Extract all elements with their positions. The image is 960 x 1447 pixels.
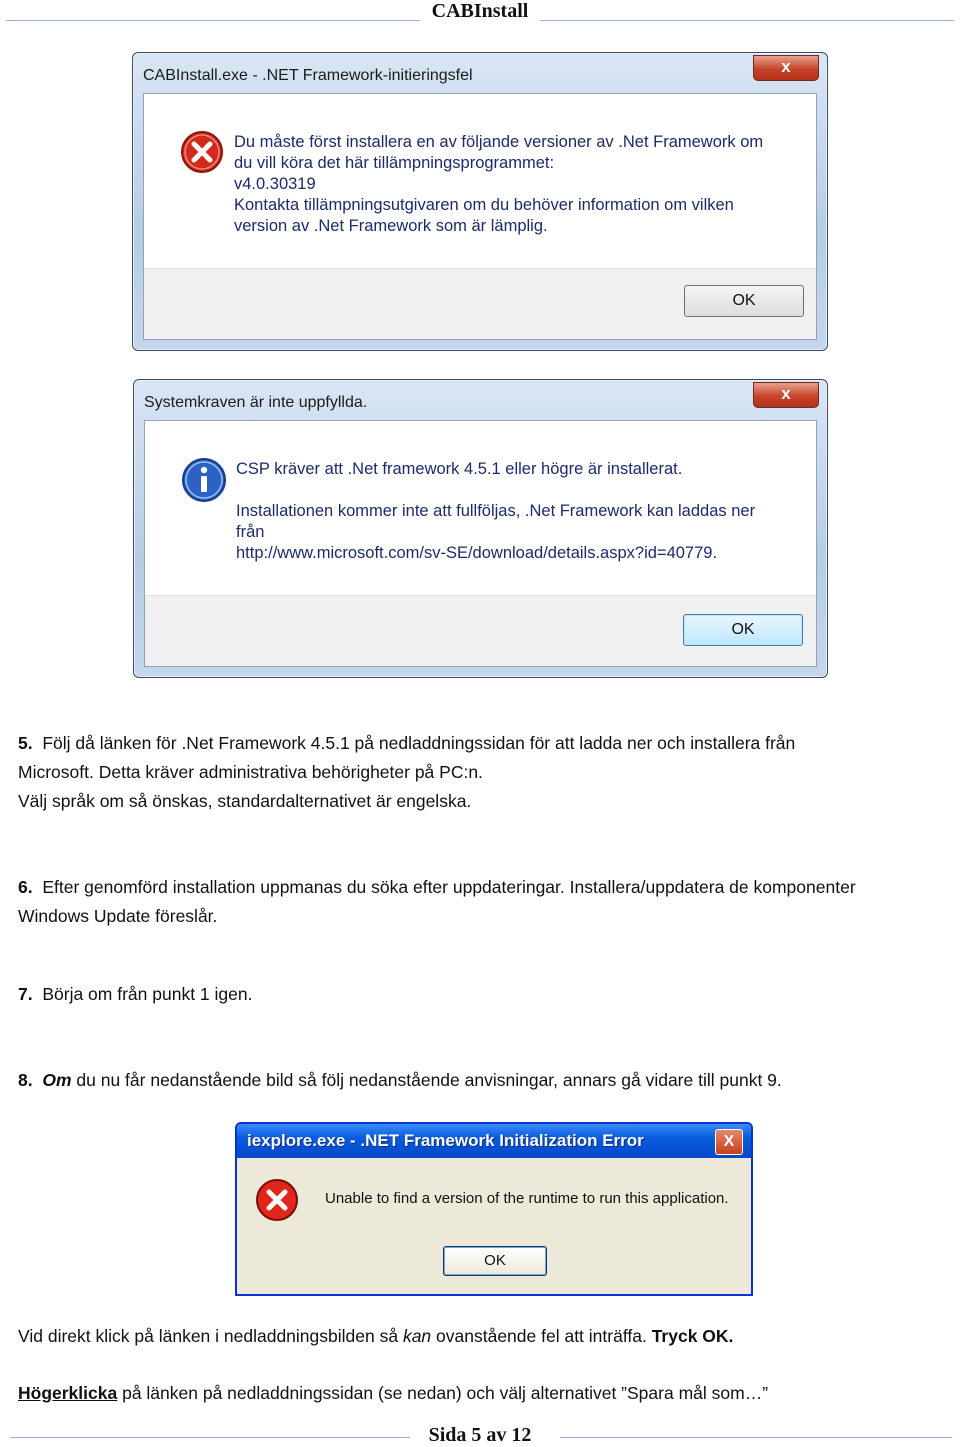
dialog-iexplore-init-error <box>235 1122 753 1296</box>
error-icon <box>255 1178 299 1222</box>
step-8-number: 8. <box>18 1070 33 1090</box>
page-footer <box>0 1422 960 1447</box>
step-6-number: 6. <box>18 877 33 897</box>
step-6-line: Windows Update föreslår. <box>18 906 218 926</box>
dialog2-title: Systemkraven är inte uppfyllda. <box>144 394 368 411</box>
dialog2-line: från <box>236 523 265 541</box>
step-7-number: 7. <box>18 984 33 1004</box>
dialog2-link[interactable]: http://www.microsoft.com/sv-SE/download/details.aspx?id=40779. <box>236 544 718 562</box>
note-right-click <box>18 1379 768 1408</box>
dialog1-line: Du måste först installera en av följande versioner av .Net Framework om <box>234 133 764 151</box>
dialog1-line: version av .Net Framework som är lämplig. <box>234 217 548 235</box>
info-icon <box>181 457 227 503</box>
dialog3-message: Unable to find a version of the runtime to run this application. <box>325 1190 729 1207</box>
dialog1-line: du vill köra det här tillämpningsprogrammet: <box>234 154 555 172</box>
note1-pre: Vid direkt klick på länken i nedladdningsbilden så <box>18 1326 399 1346</box>
page-header <box>0 0 960 26</box>
dialog-system-requirements <box>133 379 828 678</box>
step-7-text: Börja om från punkt 1 igen. <box>42 984 253 1004</box>
dialog2-ok-button[interactable]: OK <box>683 614 803 646</box>
step-5-number: 5. <box>18 733 33 753</box>
note1-post: ovanstående fel att inträffa. <box>436 1326 647 1346</box>
step-7 <box>18 980 252 1009</box>
dialog3-title: iexplore.exe - .NET Framework Initialization Error <box>247 1131 644 1150</box>
step-5 <box>18 729 795 816</box>
page-number: Sida 5 av 12 <box>428 1424 532 1446</box>
note1-bold: Tryck OK. <box>651 1326 734 1346</box>
header-rule-right <box>540 20 954 21</box>
header-title: CABInstall <box>431 0 529 22</box>
dialog3-close-button[interactable]: X <box>715 1129 743 1155</box>
dialog1-title: CABInstall.exe - .NET Framework-initieringsfel <box>143 67 473 84</box>
dialog2-client <box>144 420 817 667</box>
dialog-net-framework-init-error <box>132 52 828 351</box>
dialog1-client <box>143 93 817 340</box>
step-8-text: du nu får nedanstående bild så följ nedanstående anvisningar, annars gå vidare till punkt 9. <box>76 1070 782 1090</box>
dialog1-line: v4.0.30319 <box>234 175 316 193</box>
step-5-line: Microsoft. Detta kräver administrativa behörigheter på PC:n. <box>18 762 483 782</box>
dialog3-ok-button[interactable]: OK <box>443 1246 547 1276</box>
dialog2-line: CSP kräver att .Net framework 4.5.1 eller högre är installerat. <box>236 460 683 478</box>
dialog2-button-bar <box>145 595 816 666</box>
dialog1-message <box>234 132 763 237</box>
dialog1-line: Kontakta tillämpningsutgivaren om du behöver information om vilken <box>234 196 734 214</box>
footer-rule-right <box>560 1437 952 1438</box>
error-icon <box>180 130 224 174</box>
dialog1-button-bar <box>144 268 816 339</box>
dialog2-message <box>236 501 755 564</box>
note-direct-click <box>18 1322 733 1351</box>
step-6 <box>18 873 856 931</box>
note1-emphasis: kan <box>402 1326 432 1346</box>
dialog2-line: Installationen kommer inte att fullföljas, .Net Framework kan laddas ner <box>236 502 756 520</box>
note2-text: på länken på nedladdningssidan (se nedan) och välj alternativet ”Spara mål som…” <box>122 1383 769 1403</box>
dialog2-close-button[interactable]: x <box>753 382 819 408</box>
dialog1-close-button[interactable]: x <box>753 55 819 81</box>
step-5-line: Följ då länken för .Net Framework 4.5.1 på nedladdningssidan för att ladda ner och installera från <box>42 733 796 753</box>
step-5-line: Välj språk om så önskas, standardalternativet är engelska. <box>18 791 472 811</box>
dialog2-heading <box>236 459 682 480</box>
dialog3-titlebar <box>237 1124 751 1158</box>
dialog1-ok-button[interactable]: OK <box>684 285 804 317</box>
step-6-line: Efter genomförd installation uppmanas du söka efter uppdateringar. Installera/uppdatera de komponenter <box>42 877 856 897</box>
note2-underline: Högerklicka <box>18 1383 118 1403</box>
step-8-emphasis: Om <box>42 1070 72 1090</box>
step-8 <box>18 1066 782 1095</box>
